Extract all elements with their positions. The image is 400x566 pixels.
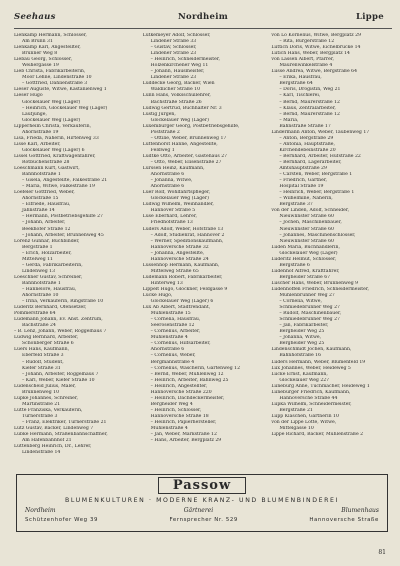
directory-entry: – Hans, Arbeiter, Bergplatz 29 (150, 438, 222, 444)
directory-entry: Hannover Straße 5 (150, 208, 196, 214)
directory-entry: Maurenwinkelstraße 4 (279, 63, 333, 69)
directory-entry: Turnerstraße 3 (22, 413, 58, 419)
directory-entry: Lüttenberg Heinrich, Dr., Lehrer, (14, 444, 92, 450)
directory-entry: Lüsse Andrea, Witwe, Bergstraße 64 (271, 69, 358, 75)
directory-entry: – Heinrich, Arbeiter, Bahnweg 25 (150, 377, 229, 383)
directory-entry: – Jan, Fabrikarbeiter, (279, 323, 329, 329)
directory-entry: – Heinrich, Weber, Bergstraße 1 (279, 190, 355, 196)
directory-entry: – Rita, Bürgerstraße 12 (279, 39, 335, 45)
directory-entry: Bachstraße 24 (22, 323, 56, 329)
directory-entry: Lüttenhorst Hanne, Angestellte, (142, 141, 218, 147)
directory-entry: – Heinrich, Dachdeckermeister, (150, 395, 225, 401)
directory-entry: Luxemburger Georg, Postbetriebsgehilfe, (142, 123, 240, 129)
directory-entry: Bahnhofstraße 1 (22, 280, 61, 286)
directory-entry: von der Lippe Lotte, Witwe, (271, 420, 337, 425)
directory-entry: Lieb Christa, Fabrikarbeiterin, (14, 69, 86, 75)
directory-entry: – Karl, Tischlerei, (279, 93, 321, 99)
directory-entry: Nieuwlinster Straße 60 (279, 214, 334, 220)
directory-entry: Lücke Ernst, Kaufmann, (271, 371, 328, 377)
directory-entry: – Erich, Holzarbeiter, (22, 250, 72, 256)
directory-entry: Ahornstraße 6 (150, 184, 185, 190)
directory-entry: Lupka Wilhelm, Schneidermeister, (271, 401, 352, 407)
directory-entry: Rotbuchenstraße 28 (22, 159, 70, 165)
directory-entry: – Johanna, Witwe, (150, 178, 193, 184)
directory-entry: Loeschner Gustav, Schreiner, (14, 274, 83, 280)
directory-entry: Moor Lehne, Lindenstraße 10 (22, 75, 92, 81)
directory-entry: Lindermann Anton, Weber, Taubenweg 17 (271, 129, 370, 135)
directory-entry: Lindenstraße 14 (22, 450, 61, 456)
directory-entry: Friedhofstraße 13 (150, 220, 193, 226)
directory-entry: Mühlenstraße 4 (150, 335, 188, 341)
directory-entry: Lütich Hans, Weber, Bergplatz 14 (271, 51, 350, 57)
directory-entry: – Johann, Arbeiter, Brunnenweg 45 (22, 232, 104, 238)
directory-entry: Lippe Richard, Bäcker, Mühlenstraße 2 (271, 432, 364, 438)
directory-entry: Bachstraße Straße 26 (150, 99, 202, 105)
directory-entry: Lisse Karl, Arbeiter, (14, 141, 61, 147)
directory-entry: Loeschmann Kurt, Gastwirt, (14, 166, 80, 172)
directory-entry: Glöckelauer Weg (Lager) (150, 117, 209, 123)
directory-entry: Lux Ab Albert, Stadtrendant, (142, 305, 211, 311)
directory-entry: – Klaus, Zentralarbeiter, (279, 105, 336, 111)
directory-entry: Bahnstraße Straße 17 (279, 123, 331, 129)
directory-entry: Glöckelauer Weg (Lager) (279, 250, 338, 256)
directory-entry: Glöckelauer Weg (Lager) (22, 99, 81, 105)
directory-entry: von der Linden, Adolf, Schneider, (271, 208, 350, 214)
directory-entry: Lutz Gustav, Bäcker, Lindenweg 7 (14, 426, 94, 432)
directory-entry: Waldlicher Straße 10 (150, 87, 201, 93)
directory-entry: Lüderitz Helmut, Schlosser, (271, 256, 337, 262)
directory-entry: Ludwig Wilhelm, Weinhändler, (142, 202, 214, 208)
directory-entry: Lipperheim Christa, Verkäuferin, (14, 123, 92, 129)
directory-entry: – Jan, Weber, Markstraße 12 (150, 432, 217, 438)
directory-entry: Am Brunn 31 (22, 39, 53, 45)
directory-entry: Kirchendebeinstraße 20 (279, 147, 336, 153)
directory-entry: – Hermann, Postbetriebsgehilfe 27 (22, 214, 103, 220)
directory-entry: Feldweg 1 (150, 147, 175, 153)
directory-entry: Lüdtke Otto, Arbeiter, Gästehaus 27 (142, 153, 228, 159)
ad-center-label: Gärtnerei (183, 507, 214, 514)
directory-entry: – Johannes, Maschinenschlosser, (279, 232, 356, 238)
directory-entry: Lüdemann Robert, Fabrikarbeiter, (142, 274, 223, 280)
ad-address-left: Schützenhofer Weg 39 (25, 517, 99, 523)
directory-entry: – Cornelius, Wäscherin, Gartenweg 12 (150, 365, 240, 371)
directory-entry: Ludwig Bernhard, Arbeiter, (14, 335, 79, 341)
directory-entry: von Lassen Albert, Pfarrer, (271, 57, 334, 63)
directory-entry: Beekhöfer Straße 12 (22, 226, 71, 232)
directory-entry: Bahnhofstraße 1 (22, 172, 61, 178)
directory-entry: Weihergasse 19 (22, 63, 59, 69)
directory-entry: Am Hafenbahnhof 21 (22, 438, 72, 444)
ad-right-city: Blumenhaus (341, 507, 379, 514)
directory-entry: – Rudolf, Maschinenbauer, (279, 311, 342, 317)
directory-entry: Poststraße 2 (150, 129, 180, 135)
header-left: Seehaus (14, 12, 56, 22)
directory-entry: – Carsten, Weber, Bergstraße 1 (279, 172, 353, 178)
directory-entry: von Lo Kornelius, Witwe, Bergplatz 29 (271, 33, 362, 38)
directory-entry: – Bernhard, Arbeiter, Hufstraße 22 (279, 153, 361, 159)
directory-entry: Seerosenstraße 12 (150, 323, 195, 329)
directory-entry: – Irina, Verkäuferin, Ringstraße 10 (22, 299, 104, 305)
directory-entry: Kiefer Straße 31 (22, 365, 61, 371)
page-header (14, 10, 392, 29)
directory-entry: – Elfriede, Hausfrau, (22, 202, 71, 208)
directory-entry: – Maria, (279, 117, 299, 123)
directory-entry: Lienkamp Hermann, Schlosser, (14, 33, 87, 38)
directory-entry: Bergstraße 37 (279, 202, 313, 208)
directory-entry: – Adolf, Studienrat, Hannover 2 (150, 232, 225, 238)
directory-entry: Lübke Hermann, Straßenbahnschaffner, (14, 432, 108, 438)
directory-entry: Hannoversche Straße 18 (150, 413, 209, 419)
directory-entry: Lux Johannes, Weber, Heideweg 5 (271, 365, 351, 371)
directory-entry: – Ottilie, Weber, Brunnenweg 17 (150, 135, 227, 141)
directory-entry: Ahornstraße 10 (22, 293, 59, 299)
directory-entry: – Gerda, Fabrikarbeiterin, (22, 262, 83, 268)
directory-entry: – Cornelius, Weber, (150, 353, 196, 359)
directory-entry: Ludwig Gertrud, Buchhalter Nr. 3 (142, 105, 222, 111)
ad-left-city: Nordheim (25, 507, 56, 514)
directory-entry: – Heinrich, Papierhersteller, (150, 420, 217, 425)
directory-entry: – Bernd, Maurerstraße 12 (279, 99, 340, 105)
directory-entry: Lüers Hans, Kaufmann, (14, 347, 70, 353)
directory-entry: Jahnstraße 14 (22, 208, 55, 214)
directory-entry: – Karl, Weber, Kiefer Straße 10 (22, 377, 95, 383)
directory-entry: Lindener Straße 23 (150, 51, 197, 57)
directory-entry: Schmiedebrunner Weg 27 (279, 305, 340, 311)
directory-entry: Bergstraße 1 (22, 244, 53, 250)
directory-entry: – B. Lenz, Johann, Weber, Roggelhaus 7 (14, 329, 107, 335)
directory-entry: Nieuwlinster Straße 60 (279, 226, 334, 232)
directory-entry: – Maria, Witwe, Falkestraße 19 (22, 184, 95, 190)
directory-entry: Lüdenhof Alfred, Kraftfahrer, (271, 268, 340, 274)
directory-entry: Lüddecke Georg, Bäcker, Wien (142, 81, 215, 87)
directory-entry: – Bernd, Weber, Mühlenweg 12 (150, 371, 224, 377)
directory-entry: Loefeler Gottfried, Weber, (14, 190, 75, 196)
directory-entry: – Franz, Elektriker, Turnerstraße 21 (22, 420, 107, 425)
directory-entry: Glöckelauer Weg (Lager) (22, 117, 81, 123)
directory-entry: Ahornstraße 15 (22, 196, 59, 202)
directory-entry: Lüttich Doris, Witwe, Eichelbrücke 14 (271, 45, 361, 51)
advertisement-box (16, 474, 388, 532)
directory-entry: Mittelweg Straße 65 (150, 268, 199, 274)
directory-entry: Lüderitz Bernhard, Ofensetzer, (14, 305, 87, 311)
directory-entry: Liebau Georg, Schlosser, (14, 57, 73, 63)
directory-entry: Schmiedebrunner Weg 27 (279, 317, 340, 323)
directory-entry: Bergheider Straße 67 (279, 274, 331, 280)
directory-entry: – Doris, Drogistin, Weg 21 (279, 87, 341, 93)
directory-entry: Lüssenhop Hermann, Kaufmann, (142, 262, 220, 268)
directory-entry: Lüpke Johannes, Schreiner, (14, 395, 79, 401)
directory-entry: Lienkamp Karl, Angestellter, (14, 45, 81, 51)
directory-entry: Mühlenstraße 15 (150, 311, 191, 317)
directory-entry: – Rudolf, Student, (22, 359, 64, 365)
directory-entry: Lindener Straße 33 (150, 39, 197, 45)
directory-entry: Pommerstraße 64 (14, 311, 56, 317)
directory-entry: Lüdenscheid Julius, Maler, (14, 383, 76, 389)
directory-entry: Amtshauptstraße 29 (279, 166, 327, 172)
directory-entry: – Cornelia, Witwe, (279, 299, 322, 305)
directory-entry: – Gisela, Angestellte, Falkestraße 21 (22, 178, 108, 184)
directory-entry: Lüdenhoffen Friedrich, Schneidermeister, (271, 286, 370, 292)
directory-entry: Eberfeld Straße 3 (22, 353, 64, 359)
directory-entry: – Jochen, Maschinenbauer, (279, 220, 342, 226)
directory-entry: Lüders Adolf, Weber, Hofstraße 13 (142, 226, 224, 232)
directory-entry: Glöckelauer Weg (Lager) 6 (150, 299, 214, 305)
directory-entry: Lütte Franziska, Verkäuferin, (14, 407, 83, 413)
directory-entry: – Werner, Speditionskaufmann, (150, 238, 224, 244)
directory-entry: Lüdemann Johann, Ev. Anst. Zentrum, (14, 317, 103, 323)
directory-entry: Schönberger Straße 6 (22, 341, 74, 347)
directory-entry: Bergstraße 64 (279, 81, 313, 87)
ad-address-row (25, 517, 379, 523)
directory-entry: Brunnenweg 10 (22, 389, 60, 395)
directory-entry: Lieser Auguste, Witwe, Kastanienweg 1 (14, 87, 107, 93)
directory-entry: Lüden Maria, Buchhändlerin, (271, 244, 340, 250)
ad-slogan: BLUMENKULTUREN · MODERNE KRANZ- UND BLUMENBINDEREI (65, 497, 339, 504)
directory-entry: – Heinrich, Schlosser, (150, 407, 202, 413)
directory-entry: Lürssen Heinz, Kaufmann, (142, 166, 205, 172)
directory-entry: Lüneburger Friedrich, Kaufmann, (271, 389, 351, 395)
directory-entry: Ahornstraße 19 (22, 129, 59, 135)
directory-entry: – Wilhelmine, Näherin, (279, 196, 333, 202)
directory-entry: – Johann, Arbeiter, (22, 220, 66, 226)
directory-entry: Ahornstraße 6 (150, 172, 185, 178)
directory-entry: Lorenz Gunnar, Buchbinder, (14, 238, 80, 244)
directory-entry: – Johanna, Witwe, (279, 335, 322, 341)
directory-entry: – Gustav, Schlosser, (150, 45, 197, 51)
directory-entry: Holzenkirchener Weg 11 (150, 63, 209, 69)
directory-column-2 (143, 33, 264, 470)
directory-entry: Lustig Jürgen, (142, 111, 176, 117)
directory-entry: Hannoversche Straße 24 (150, 256, 209, 262)
directory-entry: Glöckelauer Weg (Lager) 6 (22, 147, 85, 153)
directory-entry: – Heinrich, Schneidermeister, (150, 57, 220, 63)
directory-entry: – Gottfried, Dahlienstraße 3 (22, 81, 88, 87)
directory-entry: – Anton, Bergstraße 29 (279, 135, 334, 141)
directory-entry: – Hannelore, Hausfrau, (22, 286, 77, 292)
directory-entry: Lücke Hugo, (142, 293, 173, 299)
directory-entry: – Cornelius, Hilfsarbeiter, (150, 341, 211, 347)
directory-entry: – Heinrich, Angestellter, (150, 383, 208, 389)
directory-entry: Lüse Eberhard, Lehrer, (142, 214, 197, 220)
directory-entry: Mühlenbrunner Weg 27 (279, 293, 335, 299)
directory-entry: Luer Rolf, Wohlfahrtspfleger, (142, 190, 211, 196)
directory-entry: Lünn Hans, Volksschullehrer, (142, 93, 211, 99)
directory-entry: Lippelt Hugo, Glöckner, Feldgasse 9 (142, 286, 228, 292)
directory-entry: Lissel Gottfried, Kraftwagenfahrer, (14, 153, 96, 159)
directory-entry: Nieuwlinster Straße 60 (279, 238, 334, 244)
directory-entry: Bergheider Weg 25 (279, 329, 325, 335)
ad-brand: Passow (158, 477, 246, 494)
directory-entry: Laufjunge, (22, 111, 47, 117)
directory-entry: – Johann, Arbeiter, Roggelhaus 7 (22, 371, 99, 377)
directory-entry: Lindener Straße 23 (150, 75, 197, 81)
directory-entry: Lupp Kläschen, Gärtnerin 10 (271, 413, 339, 419)
directory-entry: Bahnhofstraße 16 (279, 353, 322, 359)
directory-entry: – Friedrich, Gärtner, (279, 178, 328, 184)
directory-entry: – Otto, Weber, Elisenstraße 27 (150, 159, 222, 165)
directory-entry: Lieser Hugo (14, 93, 43, 99)
directory-entry: – Cornelius, Arbeiter, (150, 329, 201, 335)
directory-column-1 (14, 33, 135, 470)
directory-entry: – Erika, Hausfrau, (279, 75, 322, 81)
directory-entry: Hannoversche Straße 32 (150, 244, 209, 250)
header-center: Nordheim (177, 12, 229, 22)
directory-entry: Lindenschmidt Jochen, Kaufmann, (271, 347, 352, 353)
directory-entry: Bergstraße 21 (279, 407, 313, 413)
directory-entry: – Johanna, Angestellte, (150, 250, 205, 256)
directory-entry: Lüscher Hans, Weber, Brunnenweg 9 (271, 280, 359, 286)
directory-entry: Mittelweg 11 (22, 256, 53, 262)
directory-entry: Hannoversche Straße 44 (279, 395, 338, 401)
directory-entry: Martinstraße 21 (22, 401, 61, 407)
directory-entry: Hinterweg 13 (150, 280, 183, 286)
directory-column-3 (271, 33, 392, 470)
directory-entry: Lütkemeyer Adolf, Schlosser, (142, 33, 211, 38)
directory-entry: – Bernd, Maurerstraße 12 (279, 111, 340, 117)
ad-address-right: Hannoversche Straße (309, 517, 379, 523)
directory-entry: Lisa, Frieda, Näherin, Hirtenweg 33 (14, 135, 99, 141)
directory-entry: Bergstraße 6 (279, 262, 310, 268)
directory-entry: Hospital Straße 19 (279, 184, 324, 190)
header-right: Lippe (355, 12, 384, 22)
page-number: 81 (378, 549, 386, 556)
directory-entry: Ahornstraße 6 (150, 347, 185, 353)
directory-entry: Lüneburg Anne, Tuchmacher, Heideweg 1 (271, 383, 370, 389)
directory-entry: Mühlenstraße 4 (150, 426, 188, 432)
directory-entry: Hannoversche Straße 220 (150, 389, 212, 395)
ad-city-row (25, 507, 379, 514)
directory-entry: Mittelgasse 10 (279, 426, 314, 432)
ad-phone: Fernsprecher Nr. 529 (169, 517, 238, 523)
directory-entry: – Johann, Hausmeister, (150, 69, 205, 75)
directory-entry: Lindenweg 13 (22, 268, 55, 274)
directory-entry: Glöckelauer Weg 227 (279, 377, 330, 383)
directory-columns (14, 33, 392, 470)
directory-entry: – Antonia, Hauptstraße, (279, 141, 335, 147)
directory-entry: Brunner Weg 8 (22, 51, 58, 57)
directory-entry: – Bernhard, Lagerarbeiter, (279, 159, 342, 165)
directory-entry: Lüders Hermann, Weber, Blumenfeld 19 (271, 359, 366, 365)
directory-entry: – Heinrich, Glöckelauer Weg (Lager) (22, 105, 108, 111)
directory-entry: Bergheider Weg 25 (279, 341, 325, 347)
directory-entry: Glöckelauer Weg (Lager) (150, 196, 209, 202)
directory-entry: Bergheider Weg 4 (150, 401, 193, 407)
directory-entry: – Cornelia, Hausfrau, (150, 317, 201, 323)
directory-entry: Bergmannstraße 4 (150, 359, 195, 365)
